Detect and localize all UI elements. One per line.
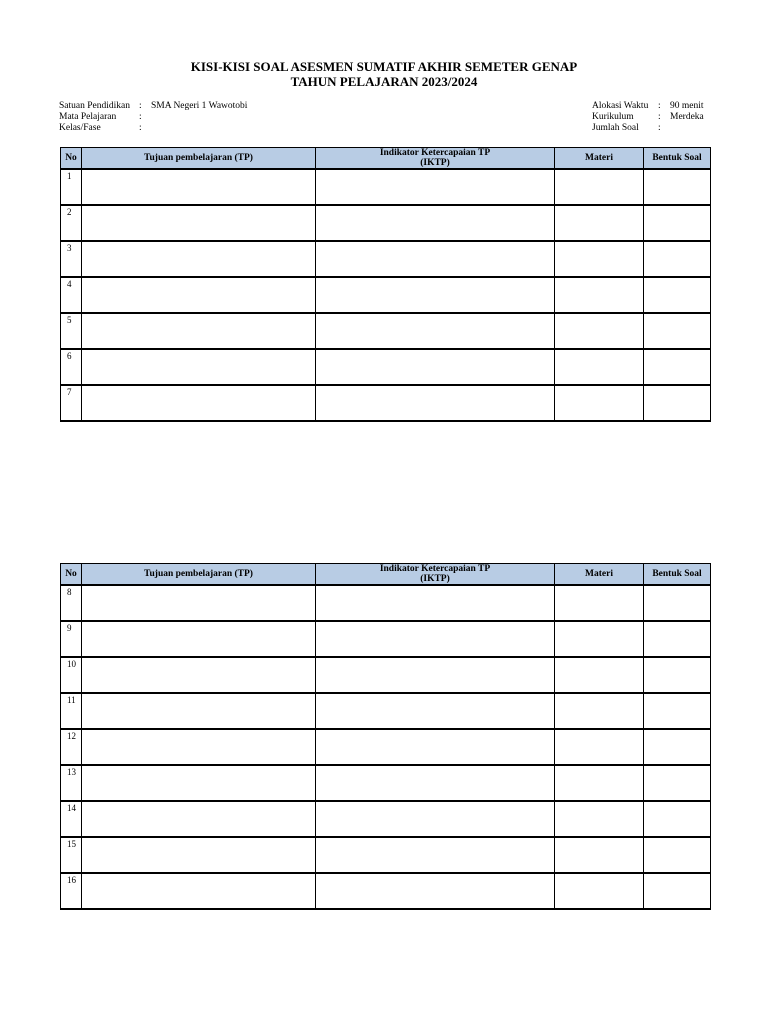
cell-bentuk-soal[interactable] <box>644 765 711 801</box>
cell-tp[interactable] <box>82 169 316 205</box>
cell-bentuk-soal[interactable] <box>644 385 711 421</box>
cell-iktp[interactable] <box>316 385 555 421</box>
cell-materi[interactable] <box>555 801 644 837</box>
info-label: Mata Pelajaran <box>59 112 117 122</box>
info-separator: : <box>658 112 661 122</box>
header-bentuk-soal: Bentuk Soal <box>644 564 711 586</box>
cell-materi[interactable] <box>555 313 644 349</box>
cell-iktp[interactable] <box>316 621 555 657</box>
cell-bentuk-soal[interactable] <box>644 241 711 277</box>
info-label: Satuan Pendidikan <box>59 101 130 111</box>
cell-iktp[interactable] <box>316 169 555 205</box>
info-separator: : <box>139 101 142 111</box>
table-row <box>61 837 711 873</box>
cell-iktp[interactable] <box>316 241 555 277</box>
table-row <box>61 657 711 693</box>
info-value: 90 menit <box>670 101 704 111</box>
row-number: 7 <box>61 385 82 421</box>
cell-iktp[interactable] <box>316 657 555 693</box>
cell-bentuk-soal[interactable] <box>644 169 711 205</box>
info-label: Kurikulum <box>592 112 634 122</box>
header-no: No <box>61 148 82 170</box>
kisi-table-1 <box>60 147 711 422</box>
table-row <box>61 693 711 729</box>
header-tp: Tujuan pembelajaran (TP) <box>82 564 316 586</box>
info-label: Kelas/Fase <box>59 123 101 133</box>
cell-bentuk-soal[interactable] <box>644 313 711 349</box>
cell-materi[interactable] <box>555 693 644 729</box>
table-row <box>61 349 711 385</box>
row-number: 13 <box>61 765 82 801</box>
row-number: 6 <box>61 349 82 385</box>
row-number: 5 <box>61 313 82 349</box>
cell-tp[interactable] <box>82 349 316 385</box>
cell-materi[interactable] <box>555 837 644 873</box>
cell-tp[interactable] <box>82 621 316 657</box>
cell-tp[interactable] <box>82 837 316 873</box>
cell-tp[interactable] <box>82 873 316 909</box>
cell-bentuk-soal[interactable] <box>644 349 711 385</box>
kisi-table-2 <box>60 563 711 910</box>
cell-bentuk-soal[interactable] <box>644 657 711 693</box>
cell-iktp[interactable] <box>316 873 555 909</box>
cell-tp[interactable] <box>82 693 316 729</box>
info-label: Alokasi Waktu <box>592 101 649 111</box>
header-iktp-line1: Indikator Ketercapaian TP <box>379 564 491 574</box>
cell-iktp[interactable] <box>316 801 555 837</box>
table-row <box>61 241 711 277</box>
info-row-kurikulum <box>592 112 704 123</box>
cell-iktp[interactable] <box>316 277 555 313</box>
header-iktp-line1: Indikator Ketercapaian TP <box>379 148 491 158</box>
table-header-row <box>61 148 711 170</box>
table-row <box>61 729 711 765</box>
cell-materi[interactable] <box>555 765 644 801</box>
table-row <box>61 313 711 349</box>
cell-materi[interactable] <box>555 729 644 765</box>
header-iktp <box>316 148 555 170</box>
table-row <box>61 205 711 241</box>
cell-iktp[interactable] <box>316 585 555 621</box>
row-number: 1 <box>61 169 82 205</box>
cell-bentuk-soal[interactable] <box>644 277 711 313</box>
cell-bentuk-soal[interactable] <box>644 621 711 657</box>
cell-iktp[interactable] <box>316 765 555 801</box>
cell-tp[interactable] <box>82 585 316 621</box>
row-number: 4 <box>61 277 82 313</box>
table-row <box>61 765 711 801</box>
row-number: 15 <box>61 837 82 873</box>
cell-materi[interactable] <box>555 205 644 241</box>
header-tp: Tujuan pembelajaran (TP) <box>82 148 316 170</box>
info-separator: : <box>658 123 661 133</box>
info-label: Jumlah Soal <box>592 123 639 133</box>
cell-materi[interactable] <box>555 385 644 421</box>
cell-bentuk-soal[interactable] <box>644 693 711 729</box>
cell-iktp[interactable] <box>316 313 555 349</box>
cell-tp[interactable] <box>82 205 316 241</box>
table-row <box>61 873 711 909</box>
cell-tp[interactable] <box>82 729 316 765</box>
info-value: Merdeka <box>670 112 704 122</box>
row-number: 11 <box>61 693 82 729</box>
info-row-jumlah-soal <box>592 123 704 134</box>
cell-materi[interactable] <box>555 169 644 205</box>
header-no: No <box>61 564 82 586</box>
cell-tp[interactable] <box>82 801 316 837</box>
header-bentuk-soal: Bentuk Soal <box>644 148 711 170</box>
info-separator: : <box>658 101 661 111</box>
row-number: 9 <box>61 621 82 657</box>
cell-tp[interactable] <box>82 657 316 693</box>
cell-materi[interactable] <box>555 277 644 313</box>
cell-iktp[interactable] <box>316 693 555 729</box>
cell-tp[interactable] <box>82 313 316 349</box>
header-iktp <box>316 564 555 586</box>
table-header-row <box>61 564 711 586</box>
cell-iktp[interactable] <box>316 349 555 385</box>
info-value: SMA Negeri 1 Wawotobi <box>151 101 248 111</box>
table-row <box>61 277 711 313</box>
cell-bentuk-soal[interactable] <box>644 205 711 241</box>
row-number: 2 <box>61 205 82 241</box>
cell-iktp[interactable] <box>316 837 555 873</box>
row-number: 10 <box>61 657 82 693</box>
info-row-mata-pelajaran <box>59 112 247 123</box>
info-row-alokasi-waktu <box>592 101 704 112</box>
cell-materi[interactable] <box>555 657 644 693</box>
cell-iktp[interactable] <box>316 205 555 241</box>
row-number: 16 <box>61 873 82 909</box>
cell-tp[interactable] <box>82 241 316 277</box>
row-number: 14 <box>61 801 82 837</box>
info-row-satuan-pendidikan <box>59 101 247 112</box>
table-row <box>61 801 711 837</box>
row-number: 8 <box>61 585 82 621</box>
table-row <box>61 621 711 657</box>
cell-bentuk-soal[interactable] <box>644 729 711 765</box>
cell-materi[interactable] <box>555 349 644 385</box>
row-number: 3 <box>61 241 82 277</box>
info-row-kelas-fase <box>59 123 247 134</box>
cell-materi[interactable] <box>555 585 644 621</box>
cell-materi[interactable] <box>555 241 644 277</box>
cell-bentuk-soal[interactable] <box>644 801 711 837</box>
header-materi: Materi <box>555 564 644 586</box>
cell-tp[interactable] <box>82 385 316 421</box>
cell-tp[interactable] <box>82 765 316 801</box>
document-title: KISI-KISI SOAL ASESMEN SUMATIF AKHIR SEMETER GENAP <box>190 59 578 74</box>
info-right <box>592 101 704 134</box>
header-materi: Materi <box>555 148 644 170</box>
row-number: 12 <box>61 729 82 765</box>
cell-materi[interactable] <box>555 873 644 909</box>
cell-bentuk-soal[interactable] <box>644 837 711 873</box>
cell-tp[interactable] <box>82 277 316 313</box>
info-separator: : <box>139 112 142 122</box>
info-separator: : <box>139 123 142 133</box>
cell-bentuk-soal[interactable] <box>644 585 711 621</box>
header-iktp-line2: (IKTP) <box>420 158 450 168</box>
header-iktp-line2: (IKTP) <box>420 574 450 584</box>
cell-bentuk-soal[interactable] <box>644 873 711 909</box>
table-row <box>61 585 711 621</box>
table-row <box>61 385 711 421</box>
cell-iktp[interactable] <box>316 729 555 765</box>
table-row <box>61 169 711 205</box>
info-left <box>59 101 247 134</box>
document-subtitle: TAHUN PELAJARAN 2023/2024 <box>290 74 478 89</box>
cell-materi[interactable] <box>555 621 644 657</box>
